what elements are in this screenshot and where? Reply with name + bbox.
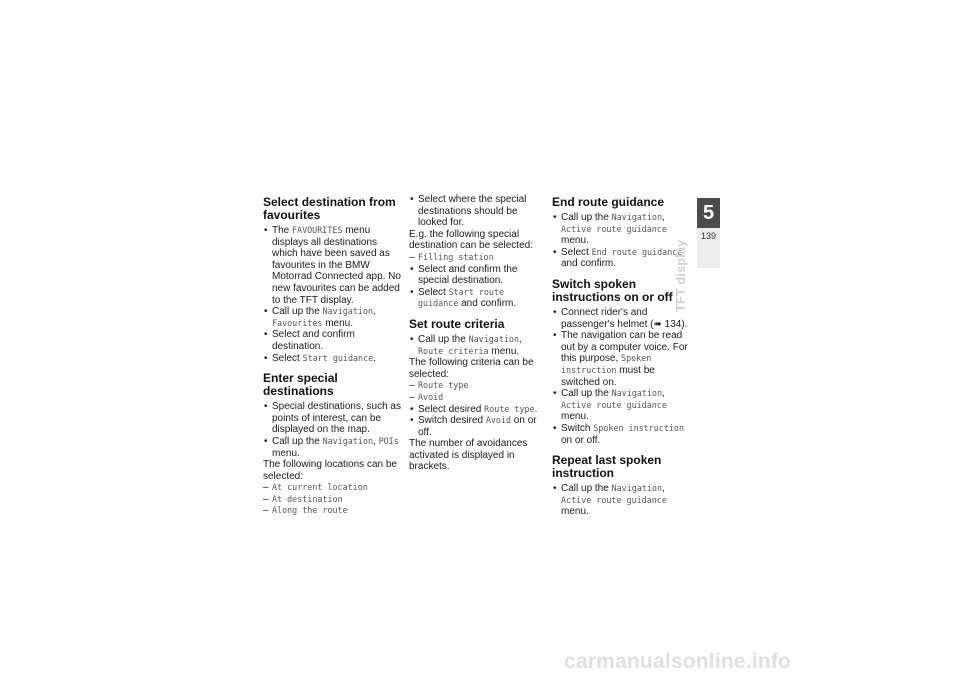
paragraph: The following criteria can be selected: xyxy=(409,357,534,380)
heading-route-criteria: Set route criteria xyxy=(409,316,505,331)
list-item: • Switch Spoken instruction on or off. xyxy=(553,422,684,446)
list-item: • The FAVOURITES menu displays all destinations which have been saved as favourites in the BMW Motorrad Connected app. No new favourites can be added to the TFT display. xyxy=(264,225,401,306)
heading-repeat-instruction: Repeat last spoken instruction xyxy=(552,453,662,481)
watermark: carmanualsonline.info xyxy=(564,650,792,673)
column-2 xyxy=(409,194,543,473)
list-item: • Switch desired Avoid on or off. xyxy=(410,415,537,438)
list-item: • The navigation can be read out by a computer voice. For this purpose, Spoken instruction must be switched on. xyxy=(553,330,688,388)
column-1 xyxy=(263,196,401,517)
list-item: • Select where the special destinations should be looked for. xyxy=(410,194,527,229)
column-3 xyxy=(552,196,690,518)
page-number: 139 xyxy=(700,231,717,241)
list-item: • Select and confirm the special destination. xyxy=(410,263,518,287)
list-item: • Call up the Navigation, Active route guidance menu. xyxy=(553,483,667,518)
dash-item: – Route type xyxy=(409,380,469,392)
list-item: • Connect rider's and passenger's helmet (➠ 134). xyxy=(553,306,688,330)
list-item: • Select Start route guidance and confirm. xyxy=(410,286,517,310)
heading-end-route-guidance: End route guidance xyxy=(552,195,665,209)
list-item: • Call up the Navigation, Active route guidance menu. xyxy=(553,388,667,423)
list-item: • Select Start guidance. xyxy=(264,352,376,364)
list-item: • Select desired Route type. xyxy=(410,403,538,415)
list-item: • Select and confirm destination. xyxy=(264,329,355,352)
list-item: • Call up the Navigation, Favourites menu. xyxy=(264,306,376,329)
chapter-number: 5 xyxy=(697,198,720,228)
heading-spoken-instructions: Switch spoken instructions on or off xyxy=(552,276,673,304)
paragraph: The number of avoidances activated is displayed in brackets. xyxy=(409,438,528,473)
dash-item: – At current location xyxy=(263,482,368,494)
heading-select-favourites: Select destination from favourites xyxy=(263,195,396,222)
paragraph: E.g. the following special destination can be selected: xyxy=(409,228,533,252)
paragraph: The following locations can be selected: xyxy=(263,459,397,482)
chapter-tab xyxy=(697,198,720,268)
list-item: • Special destinations, such as points of interest, can be displayed on the map. xyxy=(264,401,401,436)
dash-item: – Avoid xyxy=(409,391,444,403)
dash-item: – Filling station xyxy=(409,251,494,263)
list-item: • Call up the Navigation, POIs menu. xyxy=(264,435,399,459)
list-item: • Call up the Navigation, Route criteria menu. xyxy=(410,333,522,357)
dash-item: – Along the route xyxy=(263,505,348,517)
heading-special-destinations: Enter special destinations xyxy=(263,371,338,399)
dash-item: – At destination xyxy=(263,493,343,505)
section-title: TFT display xyxy=(672,239,688,312)
list-item: • Select End route guidance and confirm. xyxy=(553,246,683,270)
list-item: • Call up the Navigation, Active route guidance menu. xyxy=(553,212,667,247)
